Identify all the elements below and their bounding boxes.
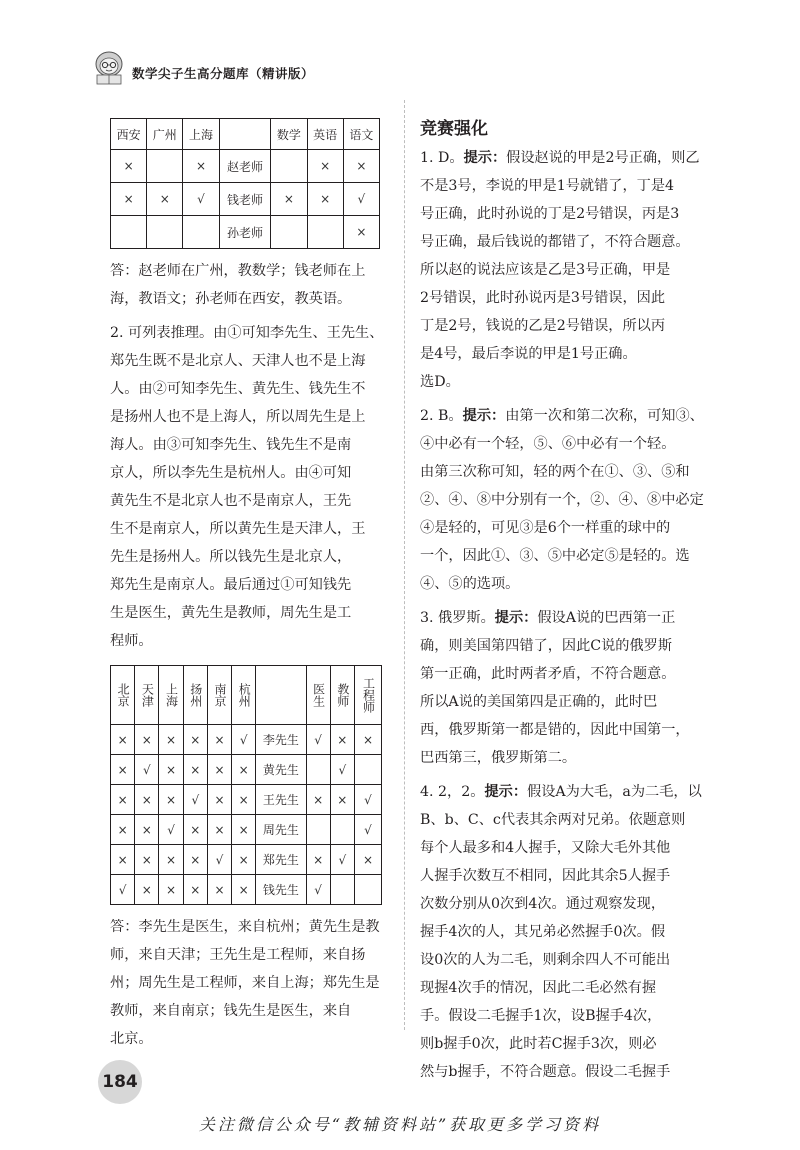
table-cell: × [111, 183, 147, 216]
table-cell: √ [354, 785, 381, 815]
table-header-cell: 杭州 [237, 683, 252, 707]
table-cell: × [343, 150, 379, 183]
item-number: 2. [420, 408, 434, 424]
solution-line: 号正确，此时孙说的丁是2号错误，丙是3 [420, 206, 680, 222]
table-cell: × [232, 755, 256, 785]
table-row [111, 875, 382, 905]
table-row [111, 845, 382, 875]
table-header-cell: 扬州 [188, 683, 203, 707]
solution-line: 号正确，最后钱说的都错了，不符合题意。 [420, 234, 690, 250]
item-number: 3. [420, 610, 434, 626]
solution-line: 海人。由③可知李先生、钱先生不是南 [110, 437, 352, 453]
table-header-cell: 教师 [335, 683, 350, 707]
answer-line: 师，来自天津；王先生是工程师，来自扬 [110, 947, 366, 963]
table-cell: √ [135, 755, 159, 785]
person-table-body [111, 725, 382, 905]
table-cell: √ [330, 845, 354, 875]
table-cell: × [111, 725, 135, 755]
table-cell: × [343, 216, 379, 249]
table-header-cell: 语文 [343, 119, 379, 150]
page-header [92, 56, 732, 88]
item-number: 1. [420, 150, 434, 166]
table-cell: √ [354, 815, 381, 845]
table-cell: √ [306, 875, 330, 905]
table-cell: √ [343, 183, 379, 216]
hint-label: 提示： [463, 150, 507, 166]
table-cell [307, 216, 343, 249]
table-cell: × [159, 755, 183, 785]
table-cell: √ [183, 785, 207, 815]
table-cell: × [207, 755, 231, 785]
table-header-cell: 工程师 [361, 677, 376, 713]
answer-head: 俄罗斯。 [438, 610, 495, 626]
table-header-cell: 数学 [271, 119, 307, 150]
table-cell: × [159, 845, 183, 875]
solution-line: 是4号，最后李说的甲是1号正确。 [420, 346, 637, 362]
table-cell: × [354, 845, 381, 875]
table-cell: × [135, 785, 159, 815]
table-cell: 郑先生 [256, 845, 306, 875]
table-cell: × [307, 183, 343, 216]
solution-line: 由第一次和第二次称，可知③、 [505, 408, 704, 424]
solution-list [420, 144, 715, 1086]
table-cell: × [232, 845, 256, 875]
table-header-cell: 上海 [164, 683, 179, 707]
solution-item [420, 144, 715, 396]
table-cell [354, 755, 381, 785]
solution-line: 第一正确，此时两者矛盾，不符合题意。 [420, 666, 676, 682]
solution-line: 则b握手0次，此时若C握手3次，则必 [420, 1036, 657, 1052]
table-cell: × [207, 725, 231, 755]
table-cell: 王先生 [256, 785, 306, 815]
table-cell: × [207, 785, 231, 815]
solution-line: 然与b握手，不符合题意。假设二毛握手 [420, 1064, 671, 1080]
table-cell: 钱先生 [256, 875, 306, 905]
table-cell [183, 216, 219, 249]
table-cell: × [330, 785, 354, 815]
table-header-cell [219, 119, 271, 150]
table-row [111, 725, 382, 755]
table-cell: × [183, 150, 219, 183]
table-cell: 赵老师 [219, 150, 271, 183]
hint-label: 提示： [494, 610, 538, 626]
answer-line: 海，教语文；孙老师在西安，教英语。 [110, 291, 352, 307]
solution-line: 假设A说的巴西第一正 [537, 610, 676, 626]
answer-head: D。 [438, 150, 464, 166]
solution-first-line [420, 144, 715, 172]
solution-line: 现握4次手的情况，因此二毛必然有握 [420, 980, 657, 996]
table-row [111, 183, 380, 216]
solution-line: 人握手次数互不相同，因此其余5人握手 [420, 868, 671, 884]
table-row [111, 755, 382, 785]
table-cell: √ [111, 875, 135, 905]
table-cell [147, 150, 183, 183]
table-cell: × [232, 785, 256, 815]
table-cell: × [159, 785, 183, 815]
table-cell [306, 815, 330, 845]
solution-line: B、b、C、c代表其余两对兄弟。依题意则 [420, 812, 686, 828]
table-cell: × [111, 815, 135, 845]
table-cell: 黄先生 [256, 755, 306, 785]
teacher-table [110, 118, 380, 249]
solution-line: 假设A为大毛，a为二毛，以 [527, 784, 702, 800]
book-title: 数学尖子生高分题库（精讲版） [132, 66, 315, 81]
solution-line: 郑先生是南京人。最后通过①可知钱先 [110, 577, 352, 593]
solution-first-line [420, 604, 715, 632]
table-cell: × [135, 875, 159, 905]
solution-line: 程师。 [110, 633, 153, 649]
table-cell: × [135, 845, 159, 875]
solution-line: 每个人最多和4人握手，又除大毛外其他 [420, 840, 671, 856]
table-header-cell: 广州 [147, 119, 183, 150]
solution-line: 可列表推理。由①可知李先生、王先生、 [128, 325, 384, 341]
table-row [111, 785, 382, 815]
solution-line: 黄先生不是北京人也不是南京人，王先 [110, 493, 352, 509]
table-row [111, 216, 380, 249]
right-column [420, 118, 715, 1092]
item-number: 4. [420, 784, 434, 800]
hint-label: 提示： [484, 784, 528, 800]
table-cell: × [111, 785, 135, 815]
table-cell [147, 216, 183, 249]
left-column [110, 118, 395, 1053]
table-cell: × [183, 725, 207, 755]
table-cell: × [183, 845, 207, 875]
solution-line: 一个，因此①、③、⑤中必定⑤是轻的。选 [420, 548, 690, 564]
section-title: 竞赛强化 [420, 119, 488, 139]
table-header-row [111, 666, 382, 725]
solution-line: 是扬州人也不是上海人，所以周先生是上 [110, 409, 366, 425]
table-cell: × [232, 875, 256, 905]
solution-item [420, 604, 715, 772]
item-number: 2. [110, 325, 124, 341]
table-cell: × [147, 183, 183, 216]
table-cell [330, 875, 354, 905]
solution-line: 确，则美国第四错了，因此C说的俄罗斯 [420, 638, 673, 654]
table-cell: × [207, 875, 231, 905]
table-cell: × [111, 755, 135, 785]
table-header-cell: 北京 [116, 683, 131, 707]
table-cell: × [183, 755, 207, 785]
solution-line: ④是轻的，可见③是6个一样重的球中的 [420, 520, 671, 536]
table-cell: × [135, 815, 159, 845]
table-cell [354, 875, 381, 905]
table-cell: √ [306, 725, 330, 755]
answer-line: 州；周先生是工程师，来自上海；郑先生是 [110, 975, 380, 991]
solution-line: 选D。 [420, 374, 460, 390]
solution-first-line [420, 778, 715, 806]
table-cell: × [306, 845, 330, 875]
table-cell [271, 216, 307, 249]
column-divider [404, 100, 405, 1030]
table-header-cell: 英语 [307, 119, 343, 150]
table-header-cell: 南京 [212, 683, 227, 707]
answer-line: 答：李先生是医生，来自杭州；黄先生是教 [110, 919, 380, 935]
table-cell: × [306, 785, 330, 815]
answer-line: 答：赵老师在广州，教数学；钱老师在上 [110, 263, 366, 279]
solution-item [420, 778, 715, 1086]
table-cell: × [183, 815, 207, 845]
hint-label: 提示： [462, 408, 506, 424]
solution-line: ②、④、⑧中分别有一个，②、④、⑧中必定 [420, 492, 704, 508]
table-cell: 孙老师 [219, 216, 271, 249]
table-cell: × [159, 875, 183, 905]
solution-line: ④、⑤的选项。 [420, 576, 520, 592]
table-cell [111, 216, 147, 249]
table-cell: 周先生 [256, 815, 306, 845]
table-cell: √ [183, 183, 219, 216]
answer-head: B。 [438, 408, 463, 424]
table-cell: × [111, 150, 147, 183]
table-header-cell: 医生 [311, 683, 326, 707]
table-cell: √ [232, 725, 256, 755]
table-cell: √ [159, 815, 183, 845]
solution-line: 次数分别从0次到4次。通过观察发现， [420, 896, 666, 912]
solution-item-2 [110, 319, 395, 655]
table-cell: × [232, 815, 256, 845]
table-cell: × [135, 725, 159, 755]
table-cell: × [183, 875, 207, 905]
table-cell: × [307, 150, 343, 183]
page-number: 184 [98, 1060, 142, 1104]
table-cell: × [159, 725, 183, 755]
table-cell: √ [207, 845, 231, 875]
solution-line: 手。假设二毛握手1次，设B握手4次， [420, 1008, 662, 1024]
solution-line: 丁是2号，钱说的乙是2号错误，所以丙 [420, 318, 666, 334]
solution-line: 设0次的人为二毛，则剩余四人不可能出 [420, 952, 671, 968]
table-header-cell [256, 666, 306, 725]
table-header-cell: 西安 [111, 119, 147, 150]
solution-line: 郑先生既不是北京人、天津人也不是上海 [110, 353, 366, 369]
solution-line: 所以A说的美国第四是正确的，此时巴 [420, 694, 658, 710]
solution-line: 假设赵说的甲是2号正确，则乙 [506, 150, 700, 166]
solution-line: 生不是南京人，所以黄先生是天津人，王 [110, 521, 366, 537]
solution-first-line [420, 402, 715, 430]
answer-head: 2，2。 [438, 784, 485, 800]
table-header-cell: 上海 [183, 119, 219, 150]
solution-line: 由第三次称可知，轻的两个在①、③、⑤和 [420, 464, 690, 480]
footer-note: 关注微信公众号“教辅资料站”获取更多学习资料 [198, 1115, 602, 1134]
solution-line: 先生是扬州人。所以钱先生是北京人， [110, 549, 352, 565]
solution-line: ④中必有一个轻，⑤、⑥中必有一个轻。 [420, 436, 676, 452]
solution-line: 握手4次的人，其兄弟必然握手0次。假 [420, 924, 666, 940]
table-cell: × [111, 845, 135, 875]
person-table [110, 665, 382, 905]
table-header-cell: 天津 [140, 683, 155, 707]
solution-line: 巴西第三，俄罗斯第二。 [420, 750, 577, 766]
table-cell [306, 755, 330, 785]
solution-line: 生是医生，黄先生是教师，周先生是工 [110, 605, 352, 621]
table-row [111, 815, 382, 845]
answer-line: 教师，来自南京；钱先生是医生，来自 [110, 1003, 352, 1019]
answer-line: 北京。 [110, 1031, 153, 1047]
table-cell: 李先生 [256, 725, 306, 755]
solution-line: 所以赵的说法应该是乙是3号正确，甲是 [420, 262, 671, 278]
solution-line: 不是3号，李说的甲是1号就错了，丁是4 [420, 178, 675, 194]
table-cell: × [354, 725, 381, 755]
table-cell: 钱老师 [219, 183, 271, 216]
solution-line: 人。由②可知李先生、黄先生、钱先生不 [110, 381, 366, 397]
table-cell [330, 815, 354, 845]
solution-line: 西，俄罗斯第一都是错的，因此中国第一， [420, 722, 690, 738]
table-header-row [111, 119, 380, 150]
table-cell: × [207, 815, 231, 845]
student-mascot-icon [92, 50, 126, 86]
table-row [111, 150, 380, 183]
table-cell: × [330, 725, 354, 755]
table-cell: × [271, 183, 307, 216]
solution-line: 京人，所以李先生是杭州人。由④可知 [110, 465, 352, 481]
table-cell: √ [330, 755, 354, 785]
solution-item [420, 402, 715, 598]
table-cell [271, 150, 307, 183]
solution-line: 2号错误，此时孙说丙是3号错误，因此 [420, 290, 666, 306]
